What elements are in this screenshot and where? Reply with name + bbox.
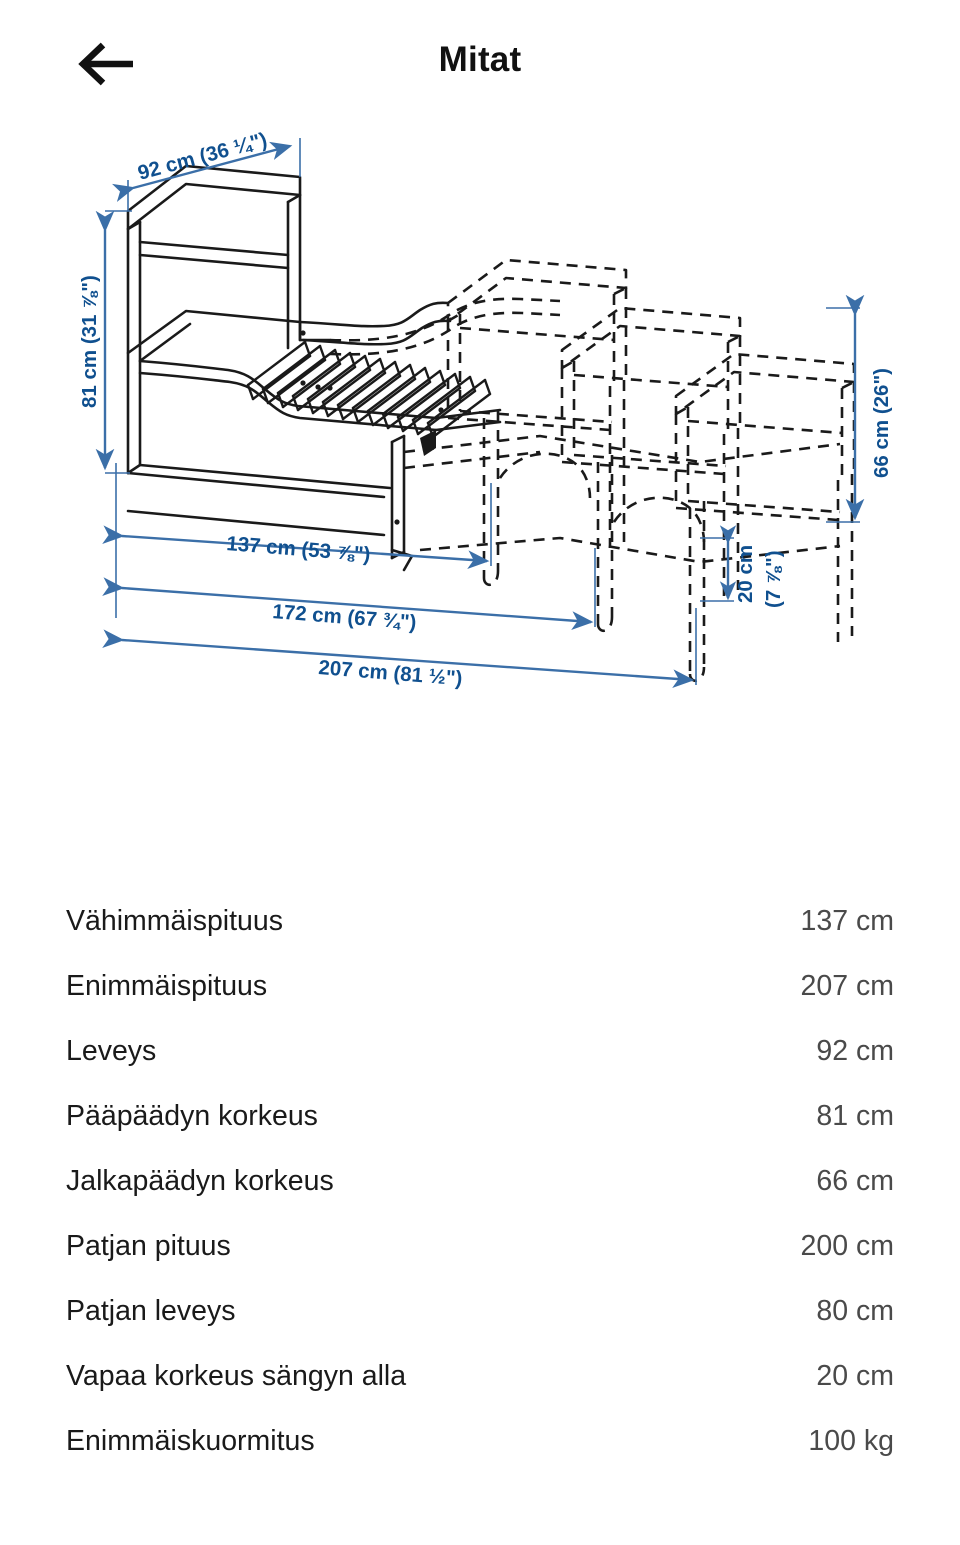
spec-value: 80 cm [816, 1295, 894, 1327]
spec-row-max-load [66, 1425, 894, 1490]
dim-label-min-length: 137 cm (53 ⅞") [225, 532, 372, 567]
spec-row-footboard-height [66, 1165, 894, 1230]
spec-label: Jalkapäädyn korkeus [66, 1165, 334, 1197]
spec-label: Enimmäiskuormitus [66, 1425, 315, 1457]
spec-value: 92 cm [816, 1035, 894, 1067]
spec-row-min-length [66, 905, 894, 970]
dim-label-footboard-height: 66 cm (26") [870, 368, 893, 478]
spec-label: Vapaa korkeus sängyn alla [66, 1360, 407, 1392]
spec-row-max-length [66, 970, 894, 1035]
spec-value: 66 cm [816, 1165, 894, 1197]
dim-label-width: 92 cm (36 ¼") [135, 128, 270, 185]
spec-value: 200 cm [800, 1230, 894, 1262]
dim-label-mid-length: 172 cm (67 ¾") [271, 600, 418, 635]
spec-row-headboard-height [66, 1100, 894, 1165]
dimensions-spec-list [0, 905, 960, 1490]
dim-label-clearance-line2: (7 ⅞") [762, 550, 785, 608]
spec-label: Vähimmäispituus [66, 905, 284, 937]
spec-row-mattress-width [66, 1295, 894, 1360]
spec-label: Patjan leveys [66, 1295, 236, 1327]
spec-label: Pääpäädyn korkeus [66, 1100, 318, 1132]
spec-label: Enimmäispituus [66, 970, 268, 1002]
spec-row-under-bed-clearance [66, 1360, 894, 1425]
page-title: Mitat [438, 40, 522, 79]
spec-value: 81 cm [816, 1100, 894, 1132]
dim-label-headboard-height: 81 cm (31 ⅞") [78, 275, 101, 408]
spec-row-mattress-length [66, 1230, 894, 1295]
spec-value: 20 cm [816, 1360, 894, 1392]
bed-dimension-illustration [0, 118, 960, 758]
spec-value: 100 kg [808, 1425, 894, 1457]
spec-value: 207 cm [800, 970, 894, 1002]
dim-label-clearance-line1: 20 cm [734, 544, 757, 603]
dim-label-max-length: 207 cm (81 ½") [317, 656, 464, 691]
spec-label: Leveys [66, 1035, 157, 1067]
spec-label: Patjan pituus [66, 1230, 231, 1262]
spec-value: 137 cm [800, 905, 894, 937]
page-header [0, 0, 960, 120]
spec-row-width [66, 1035, 894, 1100]
